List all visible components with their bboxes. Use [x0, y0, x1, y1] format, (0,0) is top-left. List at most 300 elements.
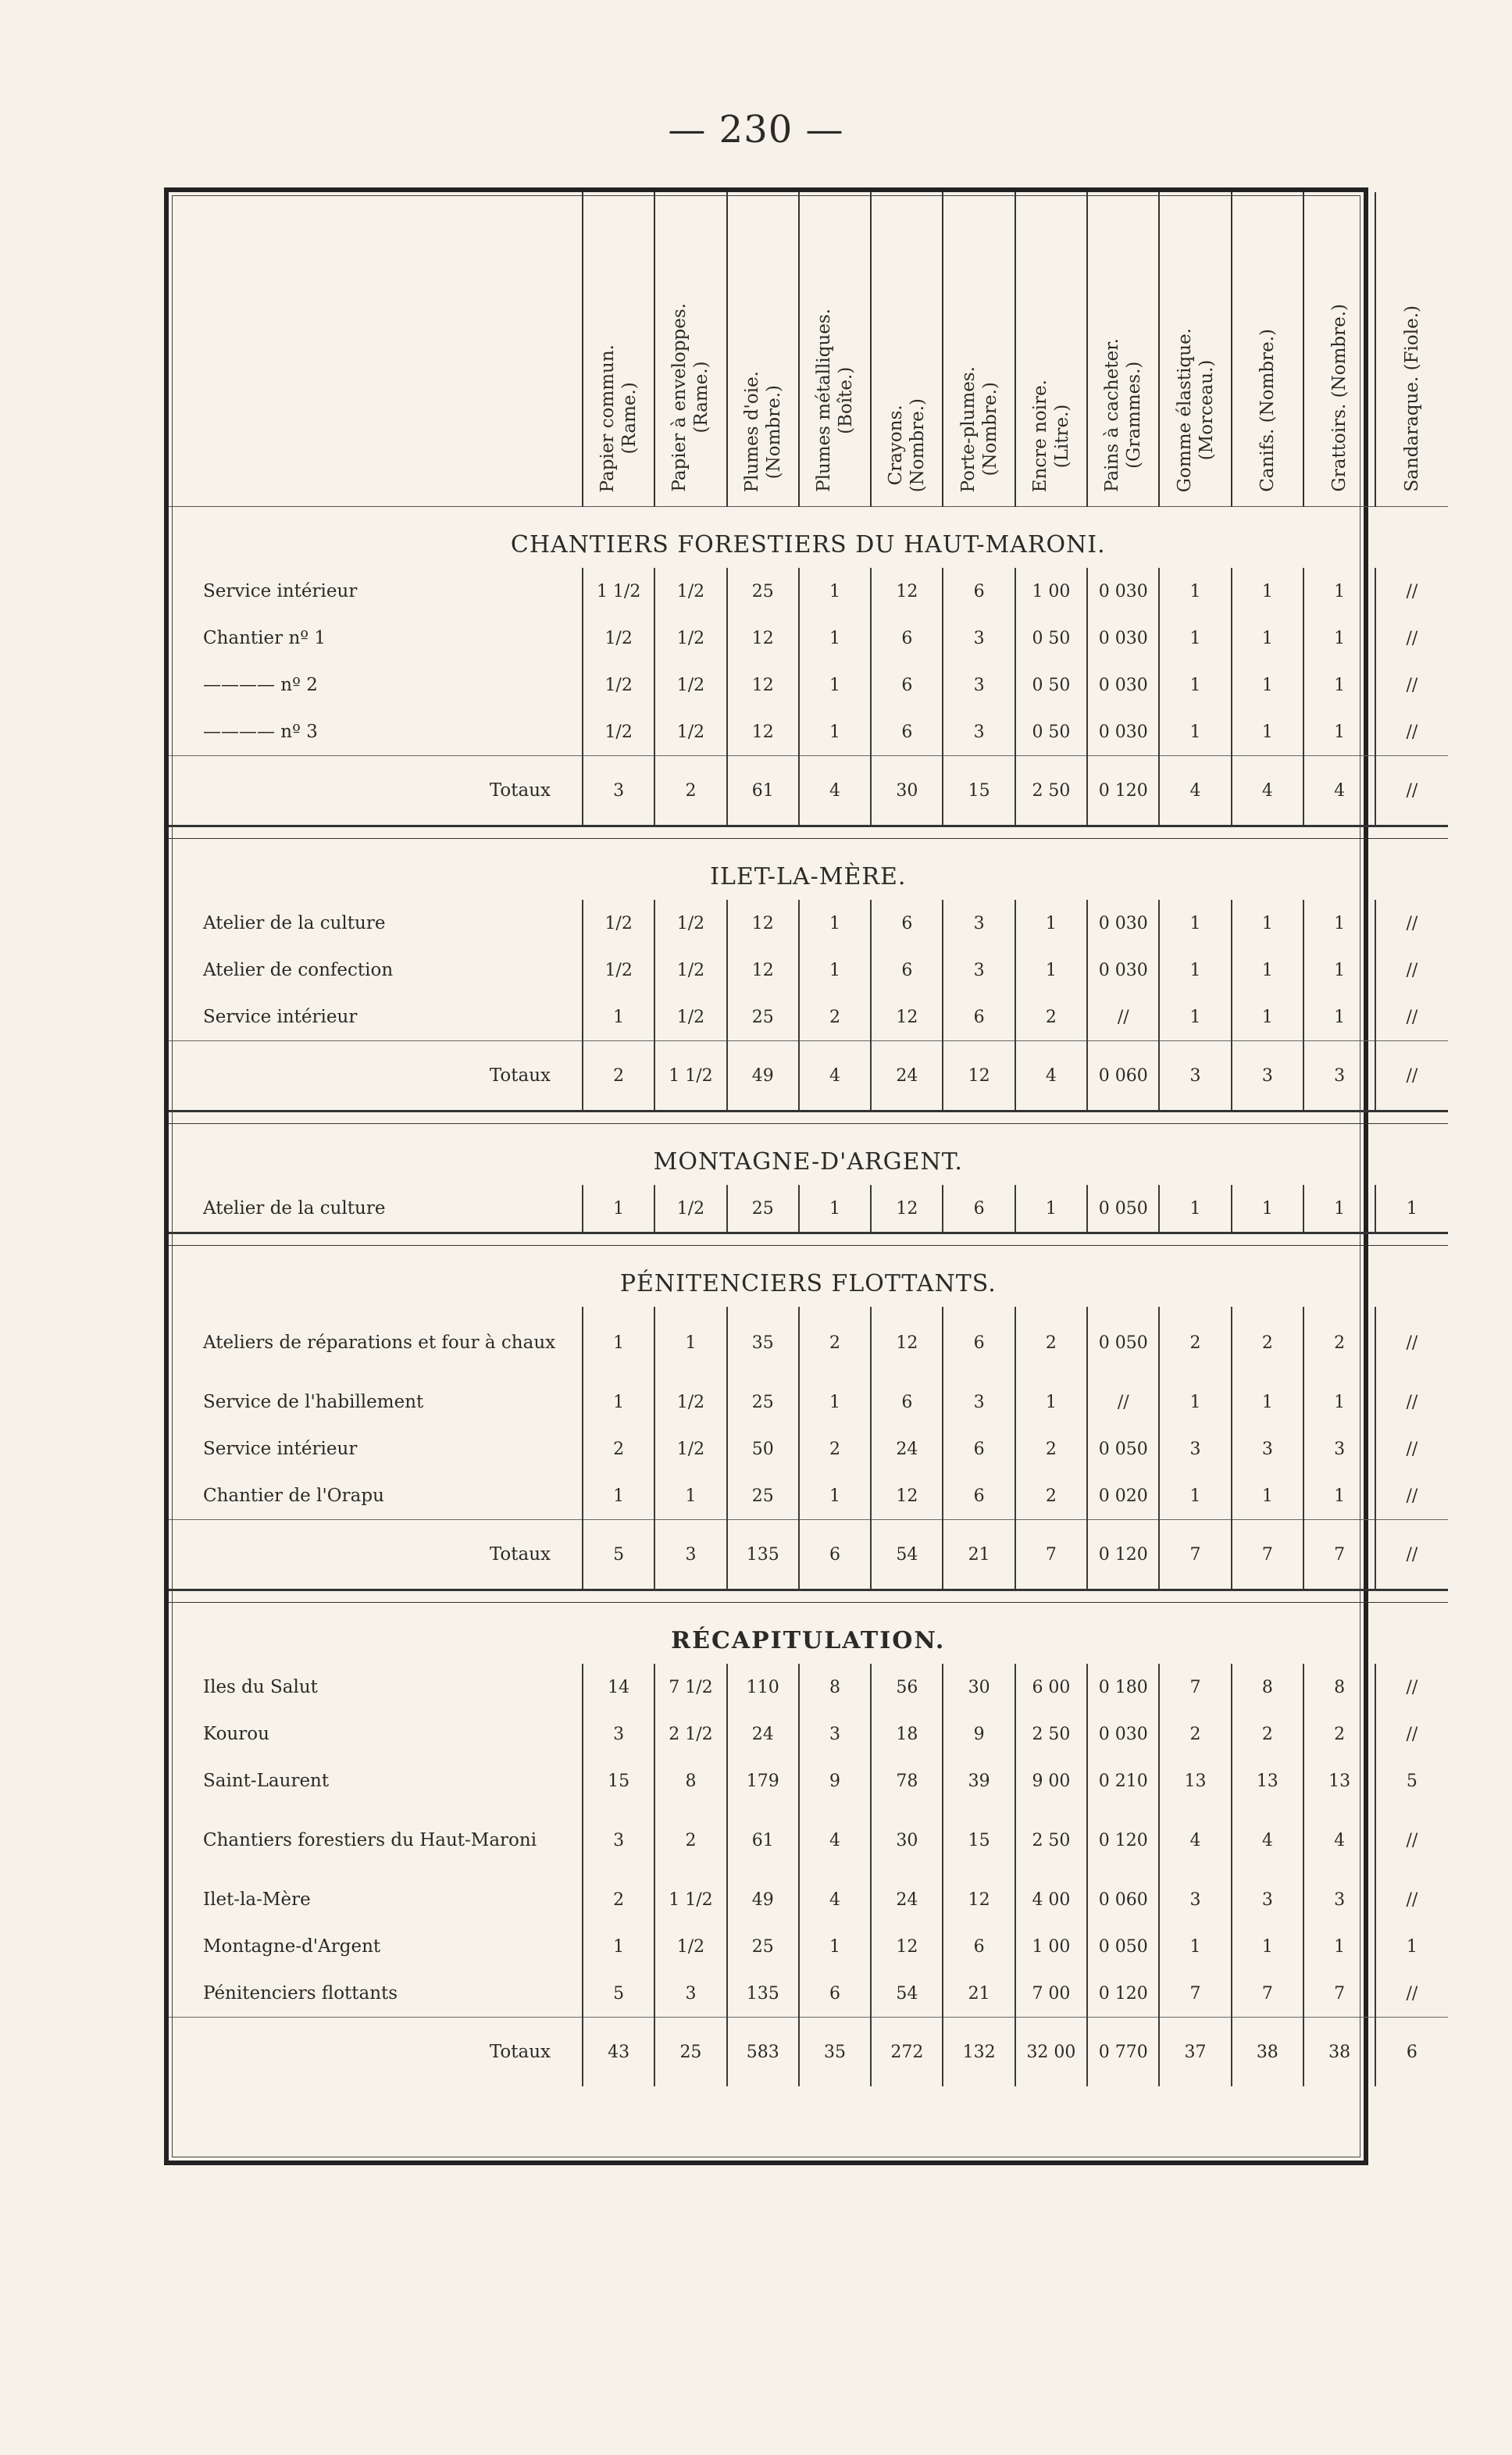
- total-value: 1 1/2: [654, 1041, 726, 1112]
- cell-value: 1: [1375, 1923, 1447, 1970]
- column-header: [654, 192, 726, 507]
- row-label: Service de l'habillement: [203, 1392, 424, 1412]
- cell-value: 0 180: [1087, 1664, 1159, 1711]
- cell-value: 1: [799, 1923, 871, 1970]
- cell-value: 8: [1303, 1664, 1375, 1711]
- cell-value: 54: [871, 1970, 943, 2018]
- column-header: [1015, 192, 1087, 507]
- cell-value: 0 050: [1087, 1185, 1159, 1233]
- cell-value: 9: [799, 1757, 871, 1804]
- cell-value: 1: [583, 1185, 654, 1233]
- section-separator: [169, 1233, 1448, 1246]
- cell-value: 6: [943, 1426, 1015, 1472]
- section-title: MONTAGNE-D'ARGENT.: [653, 1147, 963, 1176]
- cell-value: //: [1375, 1426, 1447, 1472]
- cell-value: 12: [871, 994, 943, 1041]
- cell-value: //: [1375, 1307, 1447, 1379]
- cell-value: 1: [1159, 900, 1231, 947]
- table-row: [169, 568, 1448, 615]
- cell-value: 1/2: [654, 994, 726, 1041]
- cell-value: 1: [1303, 1379, 1375, 1426]
- cell-value: 25: [727, 1185, 799, 1233]
- cell-value: 15: [583, 1757, 654, 1804]
- cell-value: 3: [583, 1804, 654, 1876]
- section-title: CHANTIERS FORESTIERS DU HAUT-MARONI.: [510, 530, 1106, 558]
- supply-table-frame: [164, 187, 1422, 2165]
- cell-value: 1: [1159, 994, 1231, 1041]
- column-header: [583, 192, 654, 507]
- supply-table: [169, 192, 1448, 2086]
- cell-value: 3: [1232, 1876, 1303, 1923]
- cell-value: 12: [727, 708, 799, 756]
- cell-value: 179: [727, 1757, 799, 1804]
- cell-value: 0 030: [1087, 615, 1159, 662]
- cell-value: 1: [799, 662, 871, 708]
- total-value: 135: [727, 1520, 799, 1590]
- cell-value: 135: [727, 1970, 799, 2018]
- cell-value: 2: [583, 1426, 654, 1472]
- cell-value: 9 00: [1015, 1757, 1087, 1804]
- table-row: [169, 1664, 1448, 1711]
- cell-value: 2: [1232, 1307, 1303, 1379]
- cell-value: 2: [799, 994, 871, 1041]
- cell-value: 3: [799, 1711, 871, 1757]
- cell-value: 1: [1159, 1472, 1231, 1520]
- table-row: [169, 994, 1448, 1041]
- cell-value: //: [1375, 947, 1447, 994]
- table-row: [169, 708, 1448, 756]
- cell-value: 1: [1303, 994, 1375, 1041]
- cell-value: 3: [943, 615, 1015, 662]
- cell-value: 1: [799, 1185, 871, 1233]
- cell-value: 7: [1159, 1970, 1231, 2018]
- cell-value: 3: [943, 900, 1015, 947]
- total-value: 4: [799, 1041, 871, 1112]
- table-row: [169, 662, 1448, 708]
- cell-value: 6: [871, 900, 943, 947]
- cell-value: 1: [1232, 1185, 1303, 1233]
- column-header-label: Canifs. (Nombre.): [1257, 329, 1278, 492]
- cell-value: 25: [727, 1923, 799, 1970]
- cell-value: 1: [654, 1307, 726, 1379]
- cell-value: 1: [799, 1379, 871, 1426]
- cell-value: 13: [1159, 1757, 1231, 1804]
- cell-value: 3: [1303, 1876, 1375, 1923]
- cell-value: //: [1375, 900, 1447, 947]
- cell-value: 50: [727, 1426, 799, 1472]
- section-separator: [169, 1112, 1448, 1124]
- column-header: [943, 192, 1015, 507]
- cell-value: 1: [799, 1472, 871, 1520]
- total-value: 0 120: [1087, 756, 1159, 826]
- cell-value: 1: [1232, 1472, 1303, 1520]
- row-label: ———— nº 2: [203, 675, 318, 695]
- cell-value: 6: [943, 1472, 1015, 1520]
- table-row: [169, 615, 1448, 662]
- cell-value: 0 50: [1015, 615, 1087, 662]
- cell-value: 3: [583, 1711, 654, 1757]
- cell-value: 13: [1232, 1757, 1303, 1804]
- cell-value: 1: [1232, 615, 1303, 662]
- cell-value: 6: [871, 615, 943, 662]
- column-header-label: Porte-plumes. (Nombre.): [957, 366, 1000, 492]
- cell-value: 2: [1015, 1307, 1087, 1379]
- cell-value: 6: [799, 1970, 871, 2018]
- cell-value: 1: [1015, 1379, 1087, 1426]
- table-row: [169, 1711, 1448, 1757]
- column-header-label: Grattoirs. (Nombre.): [1329, 304, 1350, 492]
- total-value: //: [1375, 756, 1447, 826]
- section-title-row: [169, 839, 1448, 901]
- total-value: 24: [871, 1041, 943, 1112]
- column-header: [1232, 192, 1303, 507]
- total-value: 4: [1232, 756, 1303, 826]
- cell-value: 30: [871, 1804, 943, 1876]
- table-row: [169, 1923, 1448, 1970]
- total-value: 2: [654, 756, 726, 826]
- cell-value: 1/2: [583, 900, 654, 947]
- row-label: Atelier de la culture: [203, 1198, 386, 1219]
- total-value: 43: [583, 2018, 654, 2087]
- cell-value: 6: [871, 947, 943, 994]
- cell-value: 4: [1159, 1804, 1231, 1876]
- row-label: Pénitenciers flottants: [203, 1983, 398, 2004]
- cell-value: 6: [871, 662, 943, 708]
- cell-value: 2: [1232, 1711, 1303, 1757]
- cell-value: 1: [1232, 947, 1303, 994]
- cell-value: 0 030: [1087, 900, 1159, 947]
- column-header-label: Papier commun. (Rame.): [597, 344, 640, 492]
- column-header-label: Plumes métalliques. (Boîte.): [814, 309, 857, 492]
- row-label: ———— nº 3: [203, 722, 318, 742]
- totals-row: [169, 2018, 1448, 2087]
- cell-value: 6: [943, 568, 1015, 615]
- cell-value: 0 120: [1087, 1804, 1159, 1876]
- cell-value: 1/2: [654, 1426, 726, 1472]
- row-label: Service intérieur: [203, 1007, 358, 1027]
- cell-value: 2: [799, 1426, 871, 1472]
- cell-value: 2: [1015, 994, 1087, 1041]
- cell-value: 0 050: [1087, 1426, 1159, 1472]
- total-value: 4: [1015, 1041, 1087, 1112]
- section-separator: [169, 826, 1448, 839]
- cell-value: 1/2: [583, 615, 654, 662]
- cell-value: 12: [727, 947, 799, 994]
- cell-value: 0 50: [1015, 662, 1087, 708]
- cell-value: 0 050: [1087, 1307, 1159, 1379]
- cell-value: 7 00: [1015, 1970, 1087, 2018]
- cell-value: //: [1375, 1876, 1447, 1923]
- table-row: [169, 1876, 1448, 1923]
- cell-value: 1 1/2: [583, 568, 654, 615]
- cell-value: 5: [1375, 1757, 1447, 1804]
- section-title-row: [169, 1124, 1448, 1186]
- cell-value: 2: [1303, 1711, 1375, 1757]
- cell-value: 1: [1015, 947, 1087, 994]
- cell-value: 6: [871, 708, 943, 756]
- row-label: Montagne-d'Argent: [203, 1936, 381, 1957]
- cell-value: 12: [871, 1472, 943, 1520]
- cell-value: 1: [1303, 615, 1375, 662]
- cell-value: 1: [583, 1472, 654, 1520]
- cell-value: 4: [799, 1876, 871, 1923]
- cell-value: //: [1375, 1970, 1447, 2018]
- total-value: 7: [1015, 1520, 1087, 1590]
- page-number: — 230 —: [668, 108, 844, 152]
- cell-value: 7: [1159, 1664, 1231, 1711]
- cell-value: 0 030: [1087, 1711, 1159, 1757]
- table-row: [169, 1970, 1448, 2018]
- total-value: 0 060: [1087, 1041, 1159, 1112]
- cell-value: 6 00: [1015, 1664, 1087, 1711]
- cell-value: 12: [871, 568, 943, 615]
- cell-value: 12: [871, 1307, 943, 1379]
- total-value: 7: [1303, 1520, 1375, 1590]
- cell-value: 1: [1159, 615, 1231, 662]
- cell-value: 2: [1015, 1426, 1087, 1472]
- total-value: 2: [583, 1041, 654, 1112]
- total-value: 6: [799, 1520, 871, 1590]
- cell-value: 7: [1303, 1970, 1375, 2018]
- column-header: [1303, 192, 1375, 507]
- total-value: 7: [1159, 1520, 1231, 1590]
- column-header: [799, 192, 871, 507]
- cell-value: 1: [1232, 1379, 1303, 1426]
- total-value: 7: [1232, 1520, 1303, 1590]
- table-row: [169, 947, 1448, 994]
- cell-value: 15: [943, 1804, 1015, 1876]
- cell-value: 35: [727, 1307, 799, 1379]
- cell-value: 1/2: [654, 662, 726, 708]
- cell-value: //: [1375, 1664, 1447, 1711]
- column-header-label: Crayons. (Nombre.): [886, 398, 929, 492]
- cell-value: 25: [727, 568, 799, 615]
- cell-value: 1/2: [654, 900, 726, 947]
- cell-value: //: [1375, 568, 1447, 615]
- row-label: Chantier nº 1: [203, 628, 326, 648]
- cell-value: 24: [727, 1711, 799, 1757]
- cell-value: 3: [1303, 1426, 1375, 1472]
- cell-value: 1/2: [654, 947, 726, 994]
- cell-value: 1/2: [654, 708, 726, 756]
- cell-value: 1: [1375, 1185, 1447, 1233]
- totals-row: [169, 756, 1448, 826]
- cell-value: 1: [1232, 662, 1303, 708]
- cell-value: 3: [654, 1970, 726, 2018]
- cell-value: 0 50: [1015, 708, 1087, 756]
- cell-value: 12: [727, 662, 799, 708]
- cell-value: 1: [799, 615, 871, 662]
- cell-value: 1: [799, 947, 871, 994]
- total-value: 4: [1159, 756, 1231, 826]
- cell-value: 1: [1015, 900, 1087, 947]
- cell-value: //: [1375, 708, 1447, 756]
- header-spacer: [169, 192, 583, 507]
- total-value: 21: [943, 1520, 1015, 1590]
- row-label: Kourou: [203, 1724, 269, 1744]
- cell-value: 2 50: [1015, 1711, 1087, 1757]
- cell-value: 1: [1159, 568, 1231, 615]
- cell-value: //: [1375, 994, 1447, 1041]
- cell-value: 1: [583, 994, 654, 1041]
- section-title: RÉCAPITULATION.: [671, 1626, 946, 1654]
- cell-value: 25: [727, 994, 799, 1041]
- cell-value: 6: [943, 1307, 1015, 1379]
- total-value: 0 770: [1087, 2018, 1159, 2087]
- cell-value: 1: [799, 568, 871, 615]
- column-header-label: Plumes d'oie. (Nombre.): [741, 370, 784, 492]
- total-value: 583: [727, 2018, 799, 2087]
- cell-value: 1/2: [654, 1379, 726, 1426]
- cell-value: 25: [727, 1472, 799, 1520]
- cell-value: 1: [583, 1307, 654, 1379]
- cell-value: 12: [871, 1923, 943, 1970]
- section-title-row: [169, 1246, 1448, 1308]
- cell-value: 14: [583, 1664, 654, 1711]
- total-value: 35: [799, 2018, 871, 2087]
- cell-value: 2: [583, 1876, 654, 1923]
- cell-value: 4: [799, 1804, 871, 1876]
- cell-value: 78: [871, 1757, 943, 1804]
- totals-label: Totaux: [169, 1520, 583, 1590]
- cell-value: 1 00: [1015, 568, 1087, 615]
- cell-value: 1: [583, 1379, 654, 1426]
- cell-value: 49: [727, 1876, 799, 1923]
- cell-value: 0 120: [1087, 1970, 1159, 2018]
- total-value: 132: [943, 2018, 1015, 2087]
- table-row: [169, 1472, 1448, 1520]
- cell-value: 8: [1232, 1664, 1303, 1711]
- cell-value: //: [1375, 1804, 1447, 1876]
- cell-value: 6: [943, 1923, 1015, 1970]
- cell-value: 1: [799, 708, 871, 756]
- cell-value: 1: [1303, 568, 1375, 615]
- cell-value: 0 030: [1087, 708, 1159, 756]
- cell-value: //: [1375, 1711, 1447, 1757]
- row-label: Iles du Salut: [203, 1677, 318, 1697]
- total-value: 54: [871, 1520, 943, 1590]
- cell-value: 1: [1232, 568, 1303, 615]
- cell-value: 1: [1159, 947, 1231, 994]
- cell-value: 0 050: [1087, 1923, 1159, 1970]
- section-title-row: [169, 1603, 1448, 1665]
- cell-value: 3: [1159, 1426, 1231, 1472]
- row-label: Ateliers de réparations et four à chaux: [203, 1333, 556, 1353]
- cell-value: 1: [1303, 662, 1375, 708]
- cell-value: 0 030: [1087, 662, 1159, 708]
- column-header: [1375, 192, 1447, 507]
- table-row: [169, 1307, 1448, 1379]
- column-header-label: Sandaraque. (Fiole.): [1401, 305, 1422, 492]
- cell-value: 2: [1159, 1711, 1231, 1757]
- total-value: 25: [654, 2018, 726, 2087]
- section-title: ILET-LA-MÈRE.: [710, 862, 907, 890]
- cell-value: 1: [1303, 708, 1375, 756]
- totals-label: Totaux: [169, 2018, 583, 2087]
- cell-value: 3: [943, 947, 1015, 994]
- total-value: 3: [1159, 1041, 1231, 1112]
- total-value: 0 120: [1087, 1520, 1159, 1590]
- row-label: Service intérieur: [203, 1439, 358, 1459]
- column-header-label: Pains à cacheter. (Grammes.): [1102, 338, 1145, 492]
- table-row: [169, 1185, 1448, 1233]
- cell-value: 1/2: [654, 568, 726, 615]
- cell-value: 0 030: [1087, 568, 1159, 615]
- cell-value: 0 060: [1087, 1876, 1159, 1923]
- row-label: Saint-Laurent: [203, 1771, 330, 1791]
- cell-value: 7: [1232, 1970, 1303, 2018]
- cell-value: 0 030: [1087, 947, 1159, 994]
- cell-value: 1: [1232, 900, 1303, 947]
- cell-value: 13: [1303, 1757, 1375, 1804]
- column-header-row: [169, 192, 1448, 507]
- cell-value: 12: [727, 900, 799, 947]
- cell-value: 4: [1303, 1804, 1375, 1876]
- cell-value: 6: [871, 1379, 943, 1426]
- cell-value: 39: [943, 1757, 1015, 1804]
- cell-value: //: [1375, 615, 1447, 662]
- total-value: 6: [1375, 2018, 1447, 2087]
- cell-value: 12: [871, 1185, 943, 1233]
- cell-value: 8: [799, 1664, 871, 1711]
- total-value: 32 00: [1015, 2018, 1087, 2087]
- cell-value: 3: [943, 708, 1015, 756]
- row-label: Chantier de l'Orapu: [203, 1486, 384, 1506]
- cell-value: 2: [1159, 1307, 1231, 1379]
- cell-value: 1: [1303, 1923, 1375, 1970]
- cell-value: 1: [583, 1923, 654, 1970]
- total-value: 49: [727, 1041, 799, 1112]
- cell-value: 1: [1159, 1923, 1231, 1970]
- cell-value: 1/2: [583, 662, 654, 708]
- cell-value: 0 020: [1087, 1472, 1159, 1520]
- total-value: 5: [583, 1520, 654, 1590]
- cell-value: 2: [799, 1307, 871, 1379]
- totals-row: [169, 1041, 1448, 1112]
- cell-value: //: [1375, 1472, 1447, 1520]
- cell-value: //: [1087, 994, 1159, 1041]
- section-separator: [169, 1590, 1448, 1603]
- cell-value: 1: [1232, 708, 1303, 756]
- cell-value: 21: [943, 1970, 1015, 2018]
- cell-value: 24: [871, 1876, 943, 1923]
- total-value: 61: [727, 756, 799, 826]
- section-title: PÉNITENCIERS FLOTTANTS.: [619, 1269, 997, 1297]
- cell-value: 3: [1232, 1426, 1303, 1472]
- cell-value: 5: [583, 1970, 654, 2018]
- total-value: 12: [943, 1041, 1015, 1112]
- cell-value: 2: [1303, 1307, 1375, 1379]
- table-row: [169, 1757, 1448, 1804]
- total-value: 3: [654, 1520, 726, 1590]
- cell-value: 2: [1015, 1472, 1087, 1520]
- total-value: 37: [1159, 2018, 1231, 2087]
- totals-label: Totaux: [169, 756, 583, 826]
- cell-value: 30: [943, 1664, 1015, 1711]
- total-value: 3: [1232, 1041, 1303, 1112]
- cell-value: 56: [871, 1664, 943, 1711]
- total-value: //: [1375, 1520, 1447, 1590]
- cell-value: 1: [1159, 662, 1231, 708]
- section-title-row: [169, 507, 1448, 569]
- cell-value: 6: [943, 1185, 1015, 1233]
- column-header: [1159, 192, 1231, 507]
- cell-value: 18: [871, 1711, 943, 1757]
- cell-value: 61: [727, 1804, 799, 1876]
- row-label: Atelier de confection: [203, 960, 394, 980]
- cell-value: 3: [943, 662, 1015, 708]
- cell-value: 1: [1159, 1379, 1231, 1426]
